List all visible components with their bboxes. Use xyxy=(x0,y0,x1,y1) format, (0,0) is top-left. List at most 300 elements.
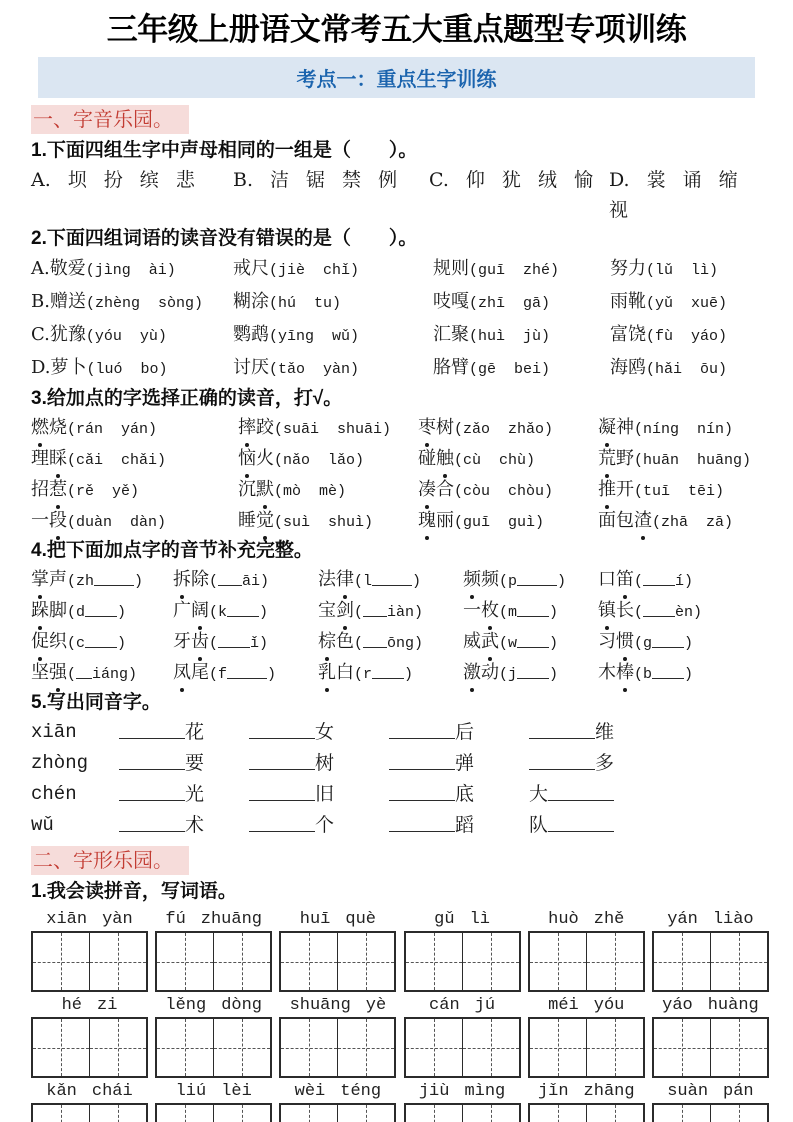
blank-line xyxy=(652,664,684,679)
blank-part: w xyxy=(508,635,549,652)
word-char: 摔 xyxy=(238,413,256,442)
word: 雨靴 xyxy=(610,291,646,312)
blank-part: ǐ xyxy=(218,635,259,652)
pinyin: (zhī gā) xyxy=(469,295,551,312)
grid-pinyin-label xyxy=(31,910,148,929)
word xyxy=(318,662,354,683)
pinyin-syllable: yàn xyxy=(102,910,133,929)
word xyxy=(31,631,67,652)
blank-part: èn xyxy=(643,604,693,621)
word-char: 频 xyxy=(481,569,499,590)
tianzige-cell xyxy=(338,933,394,990)
pinyin: (guī guì) xyxy=(454,514,545,531)
pinyin: (yǔ xuē) xyxy=(646,295,728,312)
q2-item xyxy=(610,319,769,352)
syllable-blank: ( í) xyxy=(634,573,694,590)
q2-item xyxy=(233,352,433,385)
q3-item xyxy=(31,413,238,444)
word: 富饶 xyxy=(610,324,646,345)
word xyxy=(31,510,67,531)
q2-item xyxy=(233,319,433,352)
tianzige-cell xyxy=(214,1019,270,1076)
q5-cell: 旧 xyxy=(249,779,389,810)
pinyin-syllable: hé xyxy=(61,996,82,1015)
word-char: 碰 xyxy=(418,448,436,469)
pinyin: (tuī tēi) xyxy=(634,483,725,500)
option-label: A. xyxy=(31,258,50,279)
blank-part: f xyxy=(218,666,267,683)
q5-stem: 5.写出同音字。 xyxy=(31,692,161,713)
word-char: 牙 xyxy=(173,631,191,652)
q2-item xyxy=(610,286,769,319)
word-char: 木 xyxy=(598,662,616,683)
word-char: 睬 xyxy=(49,444,67,473)
tianzige-cell xyxy=(157,1105,214,1122)
blank-part: b xyxy=(643,666,684,683)
word xyxy=(173,569,209,590)
word xyxy=(31,448,67,469)
blank-part: p xyxy=(508,573,557,590)
q3-item xyxy=(418,475,598,506)
blank-part: k xyxy=(218,604,259,621)
section1-heading: 一、字音乐园。 xyxy=(31,105,189,134)
word-char: 觉 xyxy=(256,506,274,535)
word-char: 掌 xyxy=(31,565,49,594)
option-char: 裳 xyxy=(646,169,666,191)
blank-line xyxy=(548,817,614,832)
word xyxy=(173,662,209,683)
blank-line xyxy=(119,724,185,739)
blank-part: l xyxy=(363,573,412,590)
word: 规则 xyxy=(433,258,469,279)
blank-line xyxy=(529,724,595,739)
q3-item xyxy=(238,444,418,475)
tianzige-group xyxy=(404,931,521,992)
q3-item xyxy=(238,413,418,444)
pinyin: (tǎo yàn) xyxy=(269,361,360,378)
word-char: 合 xyxy=(436,479,454,500)
q4-item xyxy=(463,596,598,627)
q1-option xyxy=(233,165,429,225)
word-char: 跤 xyxy=(256,417,274,438)
tianzige-cell xyxy=(33,1105,90,1122)
word-char: 树 xyxy=(436,417,454,438)
grid-pinyin-label xyxy=(404,1082,521,1101)
blank-line xyxy=(119,817,185,832)
word-char: 笛 xyxy=(616,565,634,594)
q4-row xyxy=(31,658,769,689)
blank-part: c xyxy=(76,635,117,652)
grid-box-row xyxy=(31,1103,769,1122)
word xyxy=(598,479,634,500)
option-char: 绒 xyxy=(537,169,557,191)
pinyin: (jiè chǐ) xyxy=(269,262,360,279)
q2-rows xyxy=(31,253,769,385)
word xyxy=(31,417,67,438)
blank-line xyxy=(643,571,675,586)
q4-item xyxy=(463,658,598,689)
word-char: 一 xyxy=(463,600,481,621)
grid-pinyin-label xyxy=(528,1082,645,1101)
q4-item xyxy=(31,596,173,627)
blank-line xyxy=(227,602,259,617)
word-char: 习 xyxy=(598,631,616,652)
syllable-blank: (k ) xyxy=(209,604,269,621)
pinyin-syllable: yán xyxy=(667,910,698,929)
q3-rows xyxy=(31,413,769,537)
word xyxy=(418,479,454,500)
pinyin: (rě yě) xyxy=(67,483,140,500)
blank-line xyxy=(652,633,684,648)
word-char: 触 xyxy=(436,444,454,473)
q2-item xyxy=(233,253,433,286)
word-char: 武 xyxy=(481,627,499,656)
page-title: 三年级上册语文常考五大重点题型专项训练 xyxy=(106,12,687,47)
tianzige-cell xyxy=(587,933,643,990)
word xyxy=(598,600,634,621)
pinyin: (huān huāng) xyxy=(634,452,752,469)
q2-row xyxy=(31,253,769,286)
tianzige-group xyxy=(155,1103,272,1122)
word-char: 跺 xyxy=(31,596,49,625)
pinyin: (zhèng sòng) xyxy=(85,295,203,312)
blank-line xyxy=(218,633,250,648)
word-char: 口 xyxy=(598,569,616,590)
option-label: B. xyxy=(31,291,50,312)
word xyxy=(238,417,274,438)
writing-grids xyxy=(31,910,769,1122)
word-char: 面 xyxy=(598,510,616,531)
word-char: 坚 xyxy=(31,662,49,683)
word xyxy=(463,600,499,621)
tianzige-cell xyxy=(90,1019,146,1076)
pinyin-syllable: cán xyxy=(429,996,460,1015)
tianzige-cell xyxy=(711,1019,767,1076)
word-char: 剑 xyxy=(336,596,354,625)
pinyin: (zǎo zhǎo) xyxy=(454,421,554,438)
homophone-syllable: xiān xyxy=(31,721,77,743)
q2-item xyxy=(610,352,769,385)
pinyin: (jìng ài) xyxy=(85,262,176,279)
grid-pinyin-label xyxy=(652,1082,769,1101)
tianzige-group xyxy=(279,931,396,992)
q5-cell: 花 xyxy=(119,717,249,748)
homophone-syllable: zhòng xyxy=(31,752,89,774)
tianzige-group xyxy=(31,1017,148,1078)
tianzige-group xyxy=(404,1103,521,1122)
syllable-blank: ( āi) xyxy=(209,573,270,590)
word: 努力 xyxy=(610,258,646,279)
tianzige-group xyxy=(528,1103,645,1122)
tianzige-cell xyxy=(406,1105,463,1122)
blank-line xyxy=(85,602,117,617)
homophone-syllable: chén xyxy=(31,783,77,805)
pinyin-syllable: zhuāng xyxy=(200,910,262,929)
word-char: 棒 xyxy=(616,658,634,687)
section2-heading: 二、字形乐园。 xyxy=(31,846,189,875)
syllable-blank: (b ) xyxy=(634,666,694,683)
pinyin: (còu chòu) xyxy=(454,483,554,500)
tianzige-cell xyxy=(654,1105,711,1122)
q5-cell: 队 xyxy=(529,810,769,841)
q1-option xyxy=(429,165,609,225)
pinyin: (yóu yù) xyxy=(85,328,167,345)
tianzige-cell xyxy=(90,1105,146,1122)
word-char: 恼 xyxy=(238,444,256,473)
q4-item xyxy=(173,565,318,596)
pinyin: (hǎi ōu) xyxy=(646,361,728,378)
word: 胳臂 xyxy=(433,357,469,378)
blank-line xyxy=(389,817,455,832)
tianzige-cell xyxy=(463,1105,519,1122)
q2-item xyxy=(31,352,233,385)
q2-item xyxy=(433,253,610,286)
tianzige-cell xyxy=(157,933,214,990)
q3-item xyxy=(238,475,418,506)
option-char: 洁 xyxy=(270,169,290,191)
word-char: 包 xyxy=(616,510,634,531)
worksheet-content xyxy=(0,98,793,1122)
tianzige-group xyxy=(31,931,148,992)
q4-item xyxy=(31,627,173,658)
option-char: 缩 xyxy=(718,169,738,191)
word: 糊涂 xyxy=(233,291,269,312)
syllable-blank: (r ) xyxy=(354,666,414,683)
word xyxy=(463,569,499,590)
homophone-syllable: wǔ xyxy=(31,814,54,836)
q4-rows xyxy=(31,565,769,689)
pinyin: (cǎi chǎi) xyxy=(67,452,167,469)
word-char: 乳 xyxy=(318,658,336,687)
word-char: 段 xyxy=(49,506,67,535)
syllable-blank: ( ǐ) xyxy=(209,635,269,652)
tianzige-cell xyxy=(711,933,767,990)
word-char: 沉 xyxy=(238,479,256,500)
q5-cell: 个 xyxy=(249,810,389,841)
pinyin-syllable: huī xyxy=(299,910,331,929)
word-char: 凤 xyxy=(173,658,191,687)
syllable-blank: (m ) xyxy=(499,604,559,621)
word xyxy=(598,662,634,683)
blank-part: r xyxy=(363,666,404,683)
word-char: 织 xyxy=(49,631,67,652)
tianzige-cell xyxy=(338,1105,394,1122)
blank-line xyxy=(389,724,455,739)
word: 戒尺 xyxy=(233,258,269,279)
tianzige-cell xyxy=(90,933,146,990)
q3-item xyxy=(598,475,769,506)
option-char: 视 xyxy=(609,199,629,221)
word-char: 律 xyxy=(336,565,354,594)
q4-item xyxy=(598,627,769,658)
q5-cell: 女 xyxy=(249,717,389,748)
q5-cell: 后 xyxy=(389,717,529,748)
option-char: 锯 xyxy=(306,169,326,191)
word xyxy=(418,510,454,531)
option-label: D. xyxy=(609,169,630,191)
tianzige-cell xyxy=(530,1105,587,1122)
grid-pinyin-label xyxy=(652,910,769,929)
word xyxy=(173,600,209,621)
pinyin-syllable: huàng xyxy=(707,996,759,1015)
word xyxy=(418,417,454,438)
tianzige-cell xyxy=(654,1019,711,1076)
q2-item xyxy=(610,253,769,286)
tianzige-cell xyxy=(214,933,270,990)
grid-pinyin-label xyxy=(31,996,148,1015)
tianzige-cell xyxy=(463,933,519,990)
q2-item xyxy=(433,286,610,319)
option-char: 例 xyxy=(378,169,398,191)
syllable-blank: ( èn) xyxy=(634,604,703,621)
syllable-blank: (zh ) xyxy=(67,573,144,590)
word-char: 色 xyxy=(336,631,354,652)
word-char: 频 xyxy=(463,565,481,594)
tianzige-cell xyxy=(463,1019,519,1076)
pinyin: (suì shuì) xyxy=(274,514,374,531)
q5-cell: 多 xyxy=(529,748,769,779)
word-char: 凝 xyxy=(598,413,616,442)
grid-pinyin-row xyxy=(31,996,769,1015)
word xyxy=(463,662,499,683)
word-char: 惹 xyxy=(49,475,67,504)
blank-part: d xyxy=(76,604,117,621)
word-char: 镇 xyxy=(598,596,616,625)
blank-line xyxy=(249,786,315,801)
q4-item xyxy=(318,596,463,627)
pinyin-syllable: zi xyxy=(97,996,118,1015)
tianzige-cell xyxy=(654,933,711,990)
q4-row xyxy=(31,596,769,627)
word-char: 火 xyxy=(256,448,274,469)
grid-pinyin-label xyxy=(279,1082,396,1101)
syllable-blank: (d ) xyxy=(67,604,127,621)
blank-line xyxy=(529,755,595,770)
option-label: A. xyxy=(31,169,51,191)
blank-line xyxy=(76,664,92,679)
word: 鹦鹉 xyxy=(233,324,269,345)
word-char: 一 xyxy=(31,510,49,531)
q4-item xyxy=(598,596,769,627)
blank-line xyxy=(517,633,549,648)
q3-item xyxy=(418,444,598,475)
word-char: 开 xyxy=(616,479,634,500)
grid-pinyin-label xyxy=(279,996,396,1015)
word xyxy=(318,569,354,590)
q3-item xyxy=(31,506,238,537)
q2-item xyxy=(31,319,233,352)
tianzige-cell xyxy=(157,1019,214,1076)
word-char: 白 xyxy=(336,662,354,683)
pinyin-syllable: chái xyxy=(91,1082,133,1101)
tianzige-cell xyxy=(711,1105,767,1122)
q5-cell: 光 xyxy=(119,779,249,810)
grid-pinyin-label xyxy=(155,1082,272,1101)
tianzige-cell xyxy=(281,1019,338,1076)
word xyxy=(31,662,67,683)
q5-cell: 要 xyxy=(119,748,249,779)
q4-item xyxy=(463,565,598,596)
option-char: 扮 xyxy=(103,169,123,191)
word-char: 凑 xyxy=(418,475,436,504)
grid-pinyin-row xyxy=(31,910,769,929)
word xyxy=(598,569,634,590)
pinyin: (luó bo) xyxy=(86,361,168,378)
word-char: 丽 xyxy=(436,510,454,531)
q3-item xyxy=(31,475,238,506)
pinyin-syllable: zhě xyxy=(593,910,625,929)
option-char: 禁 xyxy=(342,169,362,191)
tianzige-group xyxy=(279,1017,396,1078)
q2-item xyxy=(233,286,433,319)
q5-cell: 树 xyxy=(249,748,389,779)
word-char: 燃 xyxy=(31,413,49,442)
word-char: 推 xyxy=(598,475,616,504)
word-char: 强 xyxy=(49,658,67,687)
q5-cell: 弹 xyxy=(389,748,529,779)
grid-pinyin-label xyxy=(404,996,521,1015)
word xyxy=(238,448,274,469)
blank-part: iáng xyxy=(76,666,128,683)
blank-part: j xyxy=(508,666,549,683)
q4-item xyxy=(173,627,318,658)
grid-pinyin-label xyxy=(155,996,272,1015)
pinyin-syllable: xiān xyxy=(46,910,88,929)
word-char: 动 xyxy=(481,662,499,683)
word-char: 枚 xyxy=(481,596,499,625)
q3-item xyxy=(418,413,598,444)
word xyxy=(238,479,274,500)
blank-line xyxy=(94,571,134,586)
blank-line xyxy=(119,755,185,770)
word-char: 神 xyxy=(616,417,634,438)
word: 敬爱 xyxy=(49,258,86,279)
word xyxy=(31,569,67,590)
tianzige-group xyxy=(155,1017,272,1078)
pinyin-syllable: lěng xyxy=(165,996,207,1015)
pinyin: (mò mè) xyxy=(274,483,347,500)
word-char: 齿 xyxy=(191,627,209,656)
blank-part: āi xyxy=(218,573,260,590)
option-char: 诵 xyxy=(682,169,702,191)
word-char: 拆 xyxy=(173,565,191,594)
q2-item xyxy=(433,352,610,385)
pinyin-syllable: liú xyxy=(175,1082,207,1101)
q3-item xyxy=(598,413,769,444)
tianzige-group xyxy=(31,1103,148,1122)
q2-row xyxy=(31,319,769,352)
pinyin-syllable: jǐn xyxy=(537,1082,569,1101)
word-char: 广 xyxy=(173,600,191,621)
q5-cell: 术 xyxy=(119,810,249,841)
word: 萝卜 xyxy=(50,357,87,378)
word-char: 棕 xyxy=(318,627,336,656)
blank-line xyxy=(517,571,557,586)
word-char: 尾 xyxy=(191,662,209,683)
q2-row xyxy=(31,286,769,319)
pinyin: (duàn dàn) xyxy=(67,514,167,531)
q5-row xyxy=(31,717,769,748)
word-char: 枣 xyxy=(418,413,436,442)
word xyxy=(598,417,634,438)
pinyin-syllable: huò xyxy=(548,910,579,929)
blank-part: iàn xyxy=(363,604,414,621)
blank-line xyxy=(218,571,242,586)
word xyxy=(318,631,354,652)
word-char: 长 xyxy=(616,600,634,621)
grid-pinyin-label xyxy=(279,910,396,929)
tianzige-cell xyxy=(214,1105,270,1122)
